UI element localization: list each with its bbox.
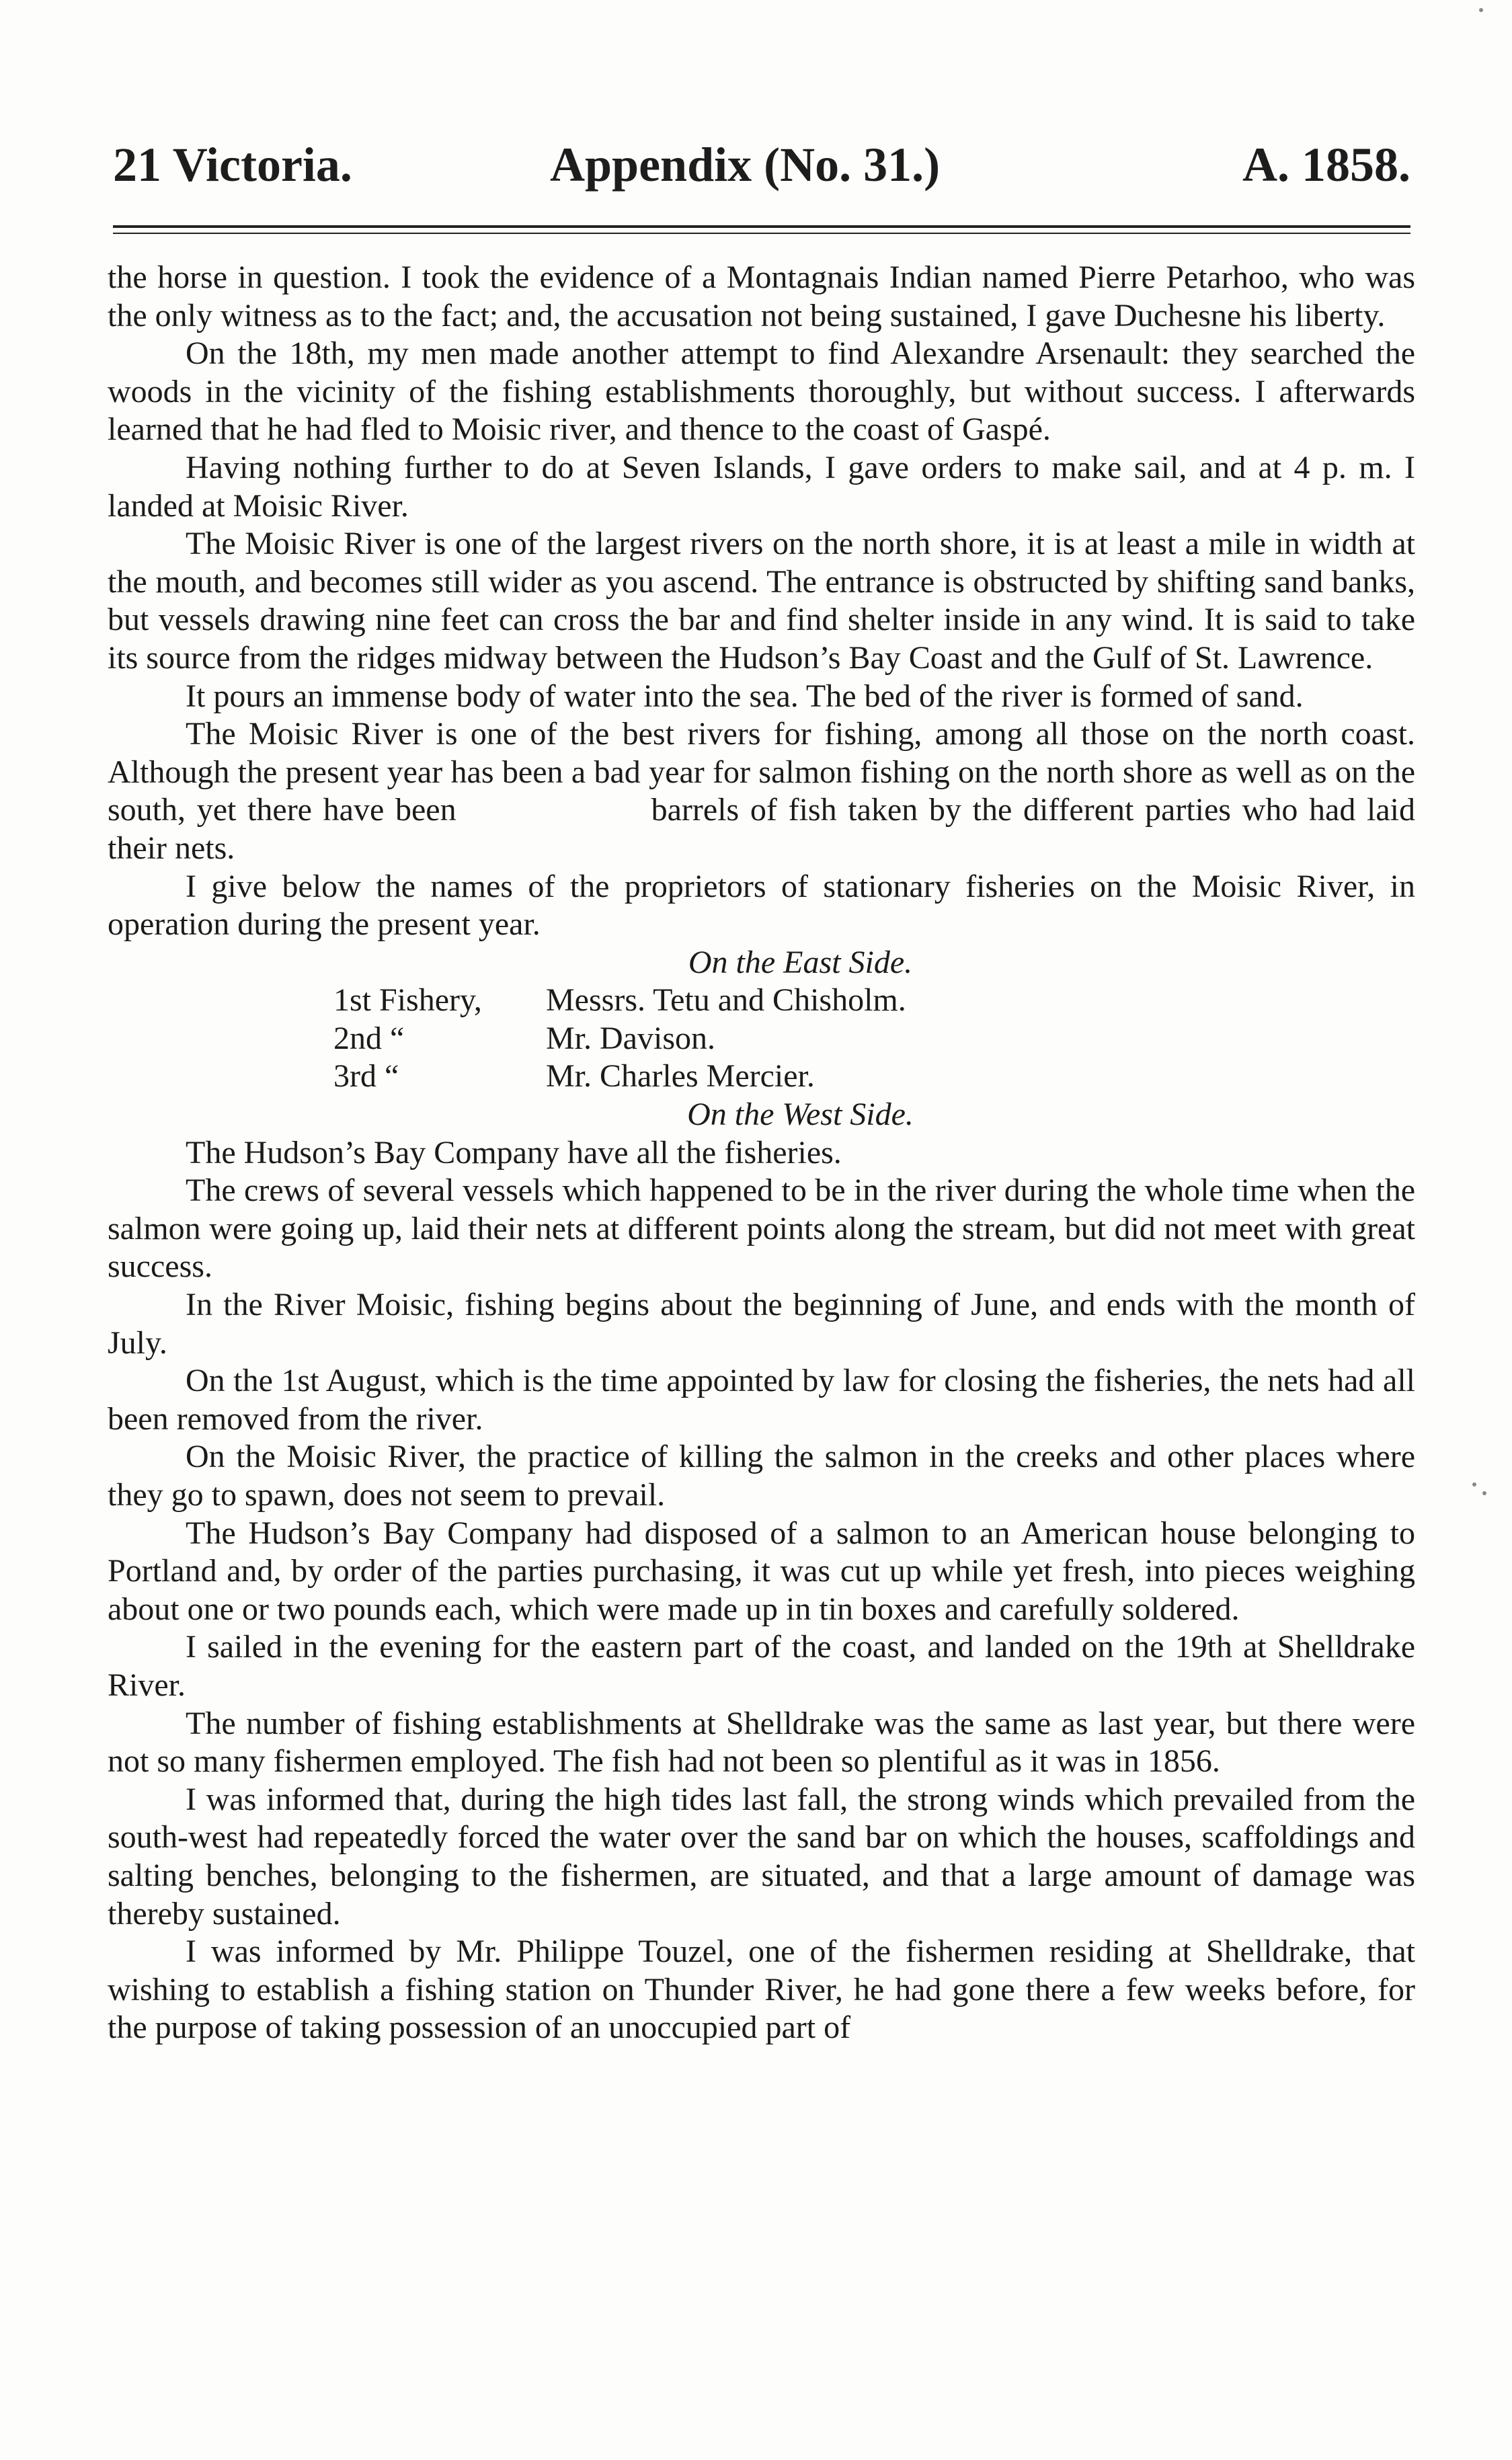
fishery-ordinal: 1st Fishery, bbox=[333, 982, 482, 1019]
paragraph: I sailed in the evening for the eastern part of the coast, and landed on the 19th at Shelldrake River. bbox=[108, 1629, 1415, 1703]
paragraph: It pours an immense body of water into the sea. The bed of the river is formed of sand. bbox=[186, 678, 1304, 714]
fishery-ordinal: 3rd “ bbox=[333, 1058, 399, 1095]
paragraph: The Hudson’s Bay Company have all the fisheries. bbox=[186, 1134, 842, 1171]
fishery-row bbox=[108, 1020, 1415, 1058]
fishery-owner: Messrs. Tetu and Chisholm. bbox=[546, 982, 906, 1019]
fishery-list bbox=[108, 982, 1415, 1096]
paragraph: Having nothing further to do at Seven Islands, I gave orders to make sail, and at 4 p. m. I landed at Moisic River. bbox=[108, 449, 1415, 524]
paragraph: The number of fishing establishments at Shelldrake was the same as last year, but there were not so many fishermen employed. The fish had not been so plentiful as it was in 1856. bbox=[108, 1705, 1415, 1780]
header-year: A. 1858. bbox=[1242, 138, 1410, 192]
paragraph: The crews of several vessels which happened to be in the river during the whole time when the salmon were going up, laid their nets at different points along the stream, but did not meet with great success. bbox=[108, 1173, 1415, 1285]
report-body bbox=[108, 259, 1415, 2047]
paper-speck bbox=[1482, 1491, 1486, 1495]
paragraph-part: barrels of fish taken by the different parties who had laid their nets. bbox=[108, 792, 1416, 866]
paragraph: The Moisic River is one of the largest rivers on the north shore, it is at least a mile in width at the mouth, and becomes still wider as you ascend. The entrance is obstructed by shifting sand banks, but vessels drawing nine feet can cross the bar and find shelter inside in any wind. It is said to take its source from the ridges midway between the Hudson’s Bay Coast and the Gulf of St. Lawrence. bbox=[108, 526, 1415, 676]
fishery-row bbox=[108, 982, 1415, 1020]
paragraph: On the Moisic River, the practice of killing the salmon in the creeks and other places where they go to spawn, does not seem to prevail. bbox=[108, 1439, 1415, 1513]
header-appendix: Appendix (No. 31.) bbox=[550, 138, 941, 192]
header-rule-thick bbox=[113, 225, 1410, 228]
paragraph: I was informed that, during the high tides last fall, the strong winds which prevailed from the south-west had repeatedly forced the water over the sand bar on which the houses, scaffoldings and salting benches, belonging to the fishermen, are situated, and that a large amount of damage was thereby sustained. bbox=[108, 1781, 1415, 1932]
running-header bbox=[113, 128, 1410, 202]
paragraph: On the 18th, my men made another attempt to find Alexandre Arsenault: they searched the woods in the vicinity of the fishing establishments thoroughly, but without success. I afterwards learned that he had fled to Moisic river, and thence to the coast of Gaspé. bbox=[108, 335, 1415, 448]
paragraph-part: The Moisic River is one of the best rivers for fishing, among all those on the north coast. Although the present year has been a bad year for salmon fishing on the north shore as well as on the south, yet there have been bbox=[108, 716, 1415, 828]
paragraph: On the 1st August, which is the time appointed by law for closing the fisheries, the nets had all been removed from the river. bbox=[108, 1363, 1415, 1437]
paragraph: In the River Moisic, fishing begins about the beginning of June, and ends with the month of July. bbox=[108, 1287, 1415, 1361]
paragraph: the horse in question. I took the evidence of a Montagnais Indian named Pierre Petarhoo, who was the only witness as to the fact; and, the accusation not being sustained, I gave Duchesne his liberty. bbox=[108, 260, 1415, 333]
paragraph: The Hudson’s Bay Company had disposed of a salmon to an American house belonging to Portland and, by order of the parties purchasing, it was cut up while yet fresh, into pieces weighing about one or two pounds each, which were made up in tin boxes and carefully soldered. bbox=[108, 1515, 1415, 1627]
paragraph-with-blank bbox=[108, 715, 1415, 867]
fishery-row bbox=[108, 1058, 1415, 1096]
west-side-heading: On the West Side. bbox=[687, 1097, 914, 1133]
paper-speck bbox=[1479, 8, 1483, 12]
paragraph: I was informed by Mr. Philippe Touzel, one of the fishermen residing at Shelldrake, that wishing to establish a fishing station on Thunder River, he had gone there a few weeks before, for the purpose of taking possession of an unoccupied part of bbox=[108, 1934, 1415, 2046]
header-rule-thin bbox=[113, 233, 1410, 234]
header-session: 21 Victoria. bbox=[113, 138, 352, 192]
fishery-owner: Mr. Charles Mercier. bbox=[546, 1058, 815, 1095]
paragraph: I give below the names of the proprietors of stationary fisheries on the Moisic River, in operation during the present year. bbox=[108, 868, 1415, 943]
east-side-heading: On the East Side. bbox=[688, 944, 913, 980]
fishery-ordinal: 2nd “ bbox=[333, 1020, 405, 1056]
fishery-owner: Mr. Davison. bbox=[546, 1020, 715, 1056]
paper-speck bbox=[1472, 1482, 1476, 1486]
